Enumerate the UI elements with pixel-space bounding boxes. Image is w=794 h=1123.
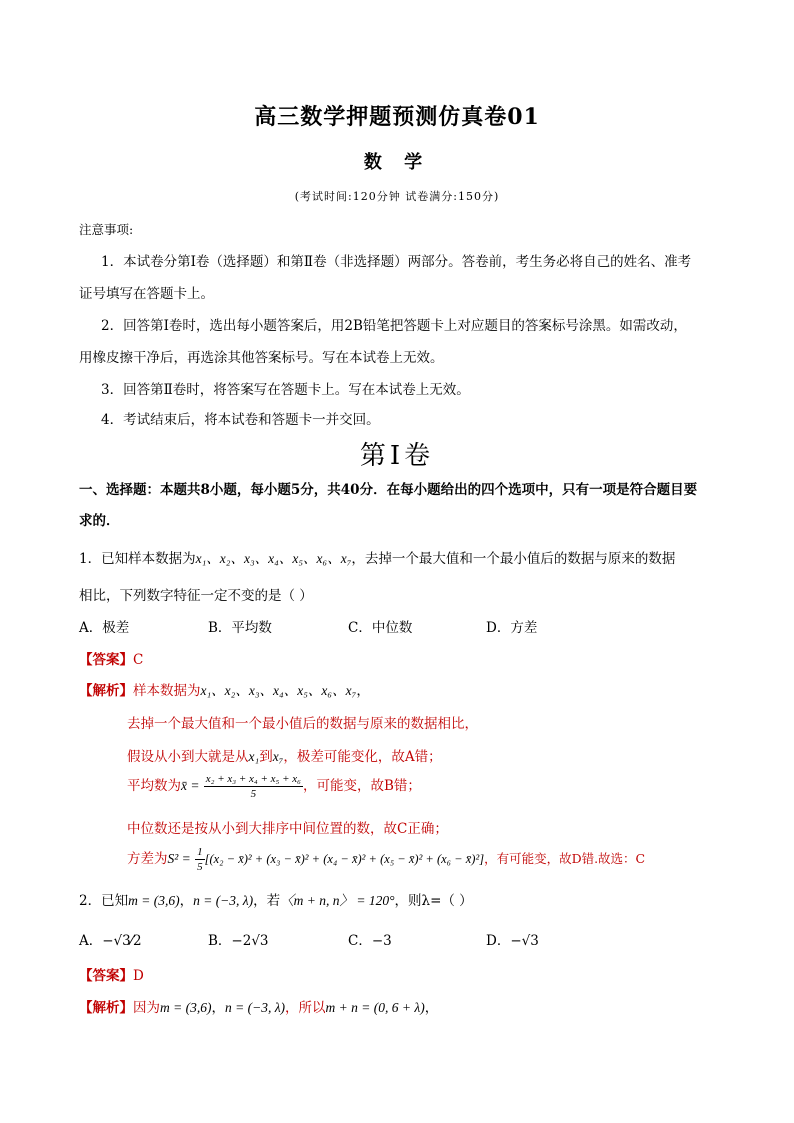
q2-a1-m: m = (3,6) bbox=[160, 1000, 212, 1015]
q2-analysis-label: 【解析】 bbox=[79, 1000, 133, 1016]
q2-a1-post: ， bbox=[424, 1000, 439, 1016]
q1-a1-vars: x₁、x₂、x₃、x₄、x₅、x₆、x₇ bbox=[200, 683, 357, 698]
q1-a6-lhs: S² = bbox=[167, 851, 191, 866]
q2-a1-pre: 因为 bbox=[133, 1000, 160, 1016]
exam-info: (考试时间:120分钟 试卷满分:150分) bbox=[294, 190, 500, 203]
q2-a1-sum: m + n = (0, 6 + λ) bbox=[325, 1000, 425, 1015]
q2-option-b: B．−2√3 bbox=[208, 933, 269, 949]
q1-analysis-line-1 bbox=[79, 679, 370, 699]
q2-option-c: C．−3 bbox=[348, 933, 392, 949]
q1-a4-post: ，可能变，故B错； bbox=[303, 778, 421, 794]
q1-analysis-line-2: 去掉一个最大值和一个最小值后的数据与原来的数据相比， bbox=[127, 716, 478, 732]
notice-item-4: 4．考试结束后，将本试卷和答题卡一并交回。 bbox=[101, 412, 380, 428]
q1-analysis-line-3 bbox=[127, 745, 442, 765]
q1-stem-vars: x₁、x₂、x₃、x₄、x₅、x₆、x₇ bbox=[195, 551, 352, 566]
q2-stem-post: ，则λ=（ ） bbox=[394, 893, 473, 909]
q2-option-a: A．−√3⁄2 bbox=[79, 933, 142, 949]
section-1-prefix: 一、选择题： bbox=[79, 482, 160, 498]
q1-option-b: B．平均数 bbox=[208, 620, 272, 636]
q1-a4-pre: 平均数为 bbox=[127, 778, 181, 794]
volume-title: 第Ⅰ卷 bbox=[359, 441, 435, 471]
q1-a6-pre: 方差为 bbox=[127, 851, 168, 867]
q1-a6-coef-numerator: 1 bbox=[197, 846, 203, 858]
q1-a6-body: [(x₂ − x̄)² + (x₃ − x̄)² + (x₄ − x̄)² + (x₅ − x̄)² + (x₆ − x̄)²] bbox=[204, 852, 485, 866]
q1-a1-pre: 样本数据为 bbox=[133, 683, 201, 699]
q1-stem-pre: 1．已知样本数据为 bbox=[79, 551, 196, 567]
section-1-header bbox=[79, 478, 697, 498]
q1-a4-numerator: x₂ + x₃ + x₄ + x₅ + x₆ bbox=[205, 773, 302, 785]
q2-stem-sep: ， bbox=[179, 893, 194, 909]
q1-a4-fraction bbox=[204, 772, 303, 801]
q1-option-a: A．极差 bbox=[79, 620, 130, 636]
notice-item-2-line-1: 2．回答第Ⅰ卷时，选出每小题答案后，用2B铅笔把答题卡上对应题目的答案标号涂黑。如需改动， bbox=[101, 318, 687, 334]
q2-stem-pre: 2．已知 bbox=[79, 893, 129, 909]
q1-a3-x1: x₁ bbox=[248, 749, 260, 764]
q1-a3-post: ，极差可能变化，故A错； bbox=[283, 749, 442, 765]
q2-stem-angle: 〈m + n, n〉 = 120° bbox=[280, 893, 395, 908]
notice-item-2-line-2: 用橡皮擦干净后，再选涂其他答案标号。写在本试卷上无效。 bbox=[79, 350, 444, 366]
q1-stem-post: ，去掉一个最大值和一个最小值后的数据与原来的数据 bbox=[351, 551, 676, 567]
section-1-instructions: 本题共8小题，每小题5分，共40分．在每小题给出的四个选项中，只有一项是符合题目要 bbox=[160, 482, 698, 498]
q1-answer-value: C bbox=[133, 652, 144, 668]
q1-analysis-line-4 bbox=[127, 772, 421, 801]
q2-analysis-line-1 bbox=[79, 996, 438, 1016]
q2-answer-label: 【答案】 bbox=[79, 968, 133, 984]
q1-analysis-line-5: 中位数还是按从小到大排序中间位置的数，故C正确； bbox=[127, 821, 448, 837]
q1-a6-coefficient bbox=[195, 845, 205, 874]
q1-a3-x7: x₇ bbox=[272, 749, 284, 764]
q1-a6-post: ，有可能变，故D错.故选：C bbox=[484, 851, 646, 866]
q1-a4-lhs: x̄ = bbox=[181, 778, 200, 793]
q2-stem-mid: ，若 bbox=[253, 893, 281, 909]
notice-item-1-line-1: 1．本试卷分第Ⅰ卷（选择题）和第Ⅱ卷（非选择题）两部分。答卷前，考生务必将自己的姓名、准考 bbox=[101, 254, 692, 270]
q1-analysis-label: 【解析】 bbox=[79, 683, 133, 699]
q2-stem-m: m = (3,6) bbox=[128, 893, 180, 908]
q1-answer bbox=[79, 648, 143, 668]
section-1-line-2: 求的． bbox=[79, 513, 120, 529]
q1-a3-pre: 假设从小到大就是从 bbox=[127, 749, 249, 765]
q1-stem bbox=[79, 547, 675, 567]
q1-a1-post: ， bbox=[356, 683, 370, 699]
paper-title: 高三数学押题预测仿真卷01 bbox=[254, 104, 540, 130]
q1-option-d: D．方差 bbox=[486, 620, 538, 636]
q2-stem bbox=[79, 889, 473, 909]
notice-item-3: 3．回答第Ⅱ卷时，将答案写在答题卡上。写在本试卷上无效。 bbox=[101, 382, 470, 398]
q2-a1-n: n = (−3, λ) bbox=[224, 1000, 286, 1015]
subject-heading: 数 学 bbox=[363, 152, 431, 173]
q1-stem-line-2: 相比，下列数字特征一定不变的是（ ） bbox=[79, 588, 313, 604]
q2-option-d: D．−√3 bbox=[486, 933, 539, 949]
notice-heading: 注意事项: bbox=[79, 222, 134, 237]
q1-a3-mid: 到 bbox=[259, 749, 273, 765]
q1-a6-coef-denominator: 5 bbox=[197, 861, 203, 873]
q1-option-c: C．中位数 bbox=[348, 620, 413, 636]
q1-a4-denominator: 5 bbox=[250, 788, 257, 800]
q1-analysis-line-6 bbox=[127, 845, 645, 874]
q2-answer bbox=[79, 964, 144, 984]
q2-a1-sep: ， bbox=[211, 1000, 225, 1016]
q2-answer-value: D bbox=[133, 968, 144, 984]
q2-stem-n: n = (−3, λ) bbox=[193, 893, 254, 908]
q1-answer-label: 【答案】 bbox=[79, 652, 133, 668]
notice-item-1-line-2: 证号填写在答题卡上。 bbox=[79, 286, 214, 302]
q2-a1-mid: ，所以 bbox=[285, 1000, 326, 1016]
